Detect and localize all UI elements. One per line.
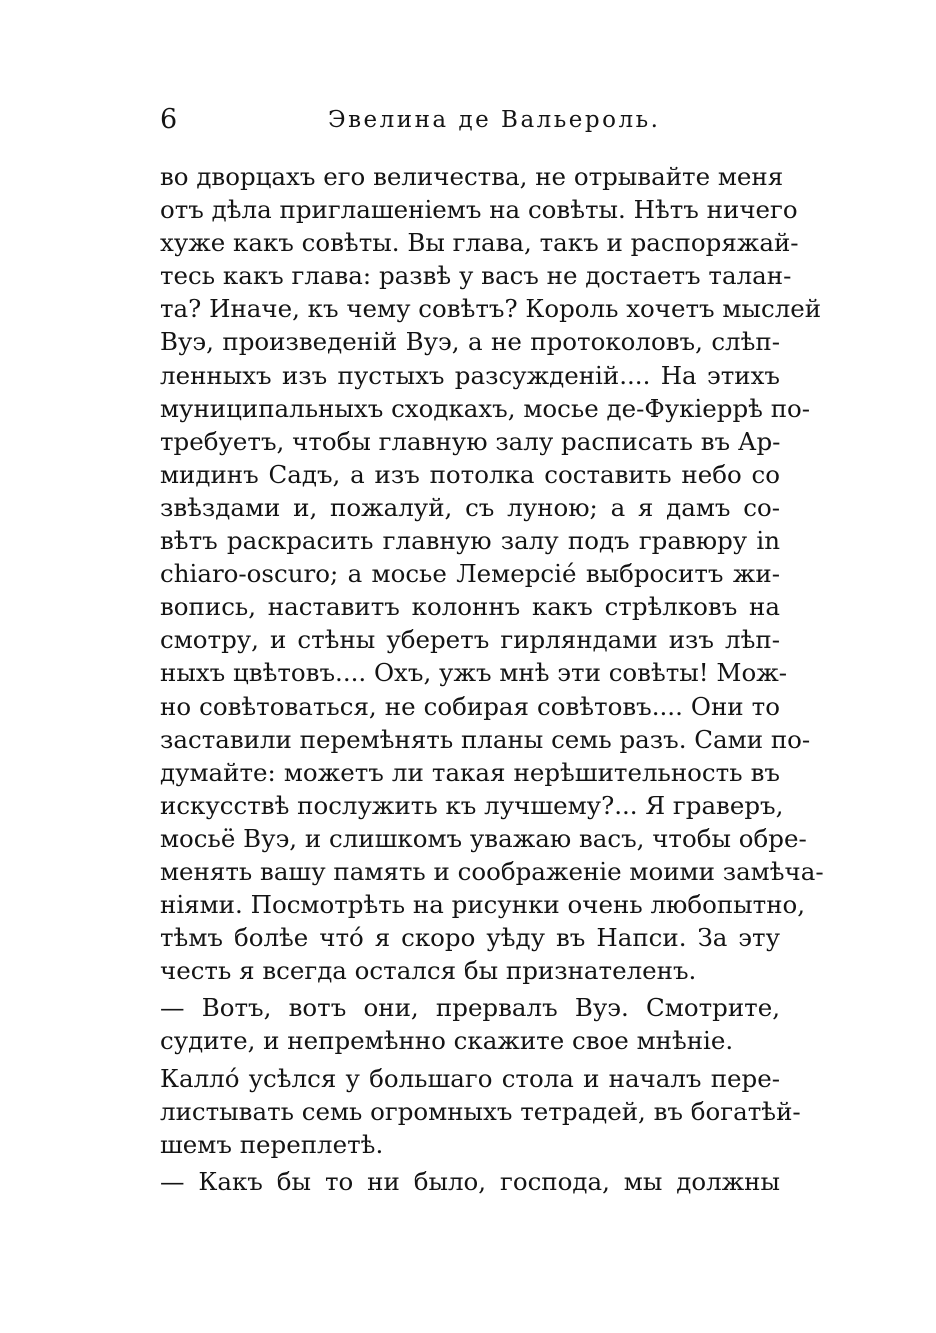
page-header bbox=[160, 100, 780, 140]
text-line: ныхъ цвѣтовъ.... Охъ, ужъ мнѣ эти совѣты! Мож- bbox=[160, 658, 788, 688]
text-line: менять вашу память и соображеніе моими замѣча- bbox=[160, 856, 824, 886]
running-title: Эвелина де Вальероль. bbox=[328, 107, 661, 133]
text-line: мосьё Вуэ, и слишкомъ уважаю васъ, чтобы обре- bbox=[160, 823, 807, 853]
paragraph-4 bbox=[160, 1165, 780, 1198]
text-line: шемъ переплетѣ. bbox=[160, 1129, 384, 1159]
text-line: вѣтъ раскрасить главную залу подъ гравюру in bbox=[160, 526, 780, 556]
text-line: Вуэ, произведеній Вуэ, а не протоколовъ, слѣп- bbox=[160, 327, 780, 357]
text-line: смотру, и стѣны уберетъ гирляндами изъ лѣп- bbox=[160, 625, 780, 655]
text-line: листывать семь огромныхъ тетрадей, въ богатѣй- bbox=[160, 1096, 801, 1126]
text-line: — Вотъ, вотъ они, прервалъ Вуэ. Смотрите, bbox=[160, 993, 780, 1023]
text-line: ленныхъ изъ пустыхъ разсужденій.... На этихъ bbox=[160, 360, 780, 390]
text-line: тесь какъ глава: развѣ у васъ не достаетъ талан- bbox=[160, 261, 792, 291]
text-line: искусствѣ послужить къ лучшему?... Я граверъ, bbox=[160, 790, 784, 820]
text-line: ніями. Посмотрѣть на рисунки очень любопытно, bbox=[160, 890, 806, 920]
text-line: отъ дѣла приглашеніемъ на совѣты. Нѣтъ ничего bbox=[160, 195, 798, 225]
text-line: Калло́ усѣлся у большаго стола и началъ пере- bbox=[160, 1063, 780, 1093]
text-line: — Какъ бы то ни было, господа, мы должны bbox=[160, 1166, 780, 1196]
text-line: хуже какъ совѣты. Вы глава, такъ и распоряжай- bbox=[160, 228, 799, 258]
text-line: та? Иначе, къ чему совѣтъ? Король хочетъ мыслей bbox=[160, 294, 822, 324]
text-line: звѣздами и, пожалуй, съ луною; а я дамъ со- bbox=[160, 492, 780, 522]
text-line: думайте: можетъ ли такая нерѣшительность въ bbox=[160, 757, 780, 787]
paragraph-3 bbox=[160, 1062, 801, 1161]
page-number: 6 bbox=[160, 104, 178, 135]
text-line: chiaro-oscuro; а мосье Лемерсіé выброситъ жи- bbox=[160, 559, 780, 589]
text-line: честь я всегда остался бы признателенъ. bbox=[160, 956, 697, 986]
text-line: муниципальныхъ сходкахъ, мосье де-Фукіеррѣ по- bbox=[160, 393, 811, 423]
page-body bbox=[160, 160, 824, 1198]
text-line: тѣмъ болѣе чтó я скоро уѣду въ Напси. За эту bbox=[160, 923, 780, 953]
paragraph-2 bbox=[160, 991, 780, 1057]
text-line: вопись, наставитъ колоннъ какъ стрѣлковъ на bbox=[160, 592, 780, 622]
paragraph-1 bbox=[160, 160, 824, 987]
text-line: требуетъ, чтобы главную залу расписать въ Ар- bbox=[160, 426, 781, 456]
text-line: мидинъ Садъ, а изъ потолка составить небо со bbox=[160, 459, 780, 489]
text-line: заставили перемѣнять планы семь разъ. Сами по- bbox=[160, 724, 811, 754]
text-line: судите, и непремѣнно скажите свое мнѣніе. bbox=[160, 1026, 734, 1056]
text-line: но совѣтоваться, не собирая совѣтовъ.... Они то bbox=[160, 691, 780, 721]
text-line: во дворцахъ его величества, не отрывайте меня bbox=[160, 162, 784, 191]
